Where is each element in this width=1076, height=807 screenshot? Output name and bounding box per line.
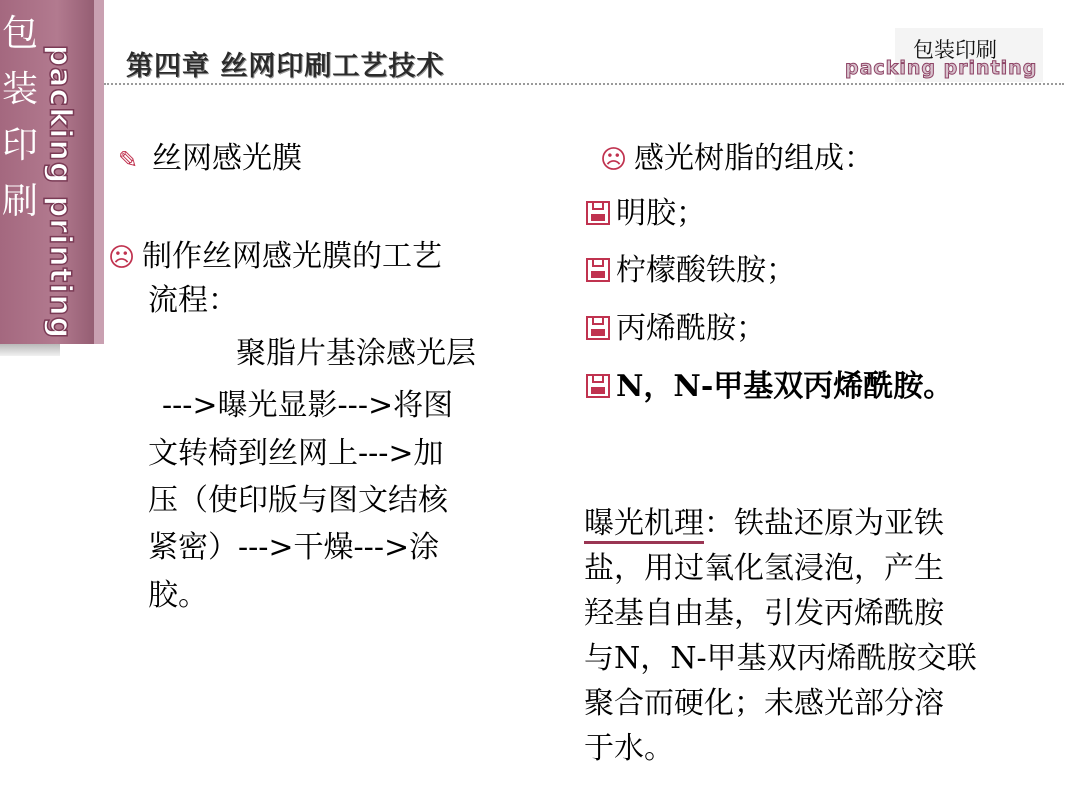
floppy-disk-icon <box>586 201 610 225</box>
mechanism-line: 聚合而硬化；未感光部分溶 <box>584 686 944 721</box>
sidebar-char: 印 <box>1 125 38 166</box>
process-step: 胶。 <box>148 578 208 613</box>
list-item <box>586 305 766 353</box>
left-heading <box>118 135 302 184</box>
process-step: 紧密）--->干燥--->涂 <box>148 530 440 565</box>
logo-chinese: 包装印刷 <box>913 38 997 62</box>
process-step: --->曝光显影--->将图 <box>162 388 454 423</box>
list-item <box>586 247 796 295</box>
sidebar-stripe <box>94 0 104 344</box>
sidebar-char: 刷 <box>1 181 38 222</box>
sidebar-shadow <box>0 344 60 356</box>
floppy-disk-icon <box>586 316 610 340</box>
process-title-line1: 制作丝网感光膜的工艺 <box>142 239 442 274</box>
process-step: 文转椅到丝网上--->加 <box>148 436 444 471</box>
list-item <box>586 363 953 411</box>
sidebar-english-text: packing printing <box>42 44 78 340</box>
logo-english: packing printing <box>845 57 1038 79</box>
list-item-text: 丙烯酰胺； <box>616 311 766 346</box>
left-heading-text: 丝网感光膜 <box>152 141 302 176</box>
sidebar-char: 包 <box>1 13 38 54</box>
list-item-text: 明胶； <box>616 196 706 231</box>
page-title: 第四章 丝网印刷工艺技术 <box>126 51 445 82</box>
right-heading-text: 感光树脂的组成： <box>634 141 874 176</box>
sad-face-icon: ☹ <box>600 145 628 175</box>
process-step: 压（使印版与图文结核 <box>148 483 448 518</box>
floppy-disk-icon <box>586 258 610 282</box>
pen-icon: ✎ <box>118 146 139 174</box>
sad-face-icon: ☹ <box>108 243 136 273</box>
sidebar-english <box>39 42 81 342</box>
process-title-line2: 流程： <box>148 283 238 318</box>
mechanism-line: 盐，用过氧化氢浸泡，产生 <box>584 551 944 586</box>
process-step: 聚脂片基涂感光层 <box>236 336 476 371</box>
mechanism-line: 与N，N-甲基双丙烯酰胺交联 <box>584 641 977 676</box>
mechanism-label: 曝光机理 <box>584 506 704 544</box>
process-title <box>108 233 442 282</box>
list-item-text: 柠檬酸铁胺； <box>616 253 796 288</box>
mechanism-line <box>584 500 944 548</box>
floppy-disk-icon <box>586 374 610 398</box>
mechanism-text: ：铁盐还原为亚铁 <box>704 506 944 541</box>
right-heading <box>600 135 874 184</box>
mechanism-line: 羟基自由基，引发丙烯酰胺 <box>584 596 944 631</box>
list-item-text: N，N-甲基双丙烯酰胺。 <box>616 369 954 404</box>
header-divider <box>104 83 1064 85</box>
sidebar-char: 装 <box>1 69 38 110</box>
sidebar-chinese-text <box>0 6 40 230</box>
mechanism-line: 于水。 <box>584 731 674 766</box>
list-item <box>586 190 706 238</box>
